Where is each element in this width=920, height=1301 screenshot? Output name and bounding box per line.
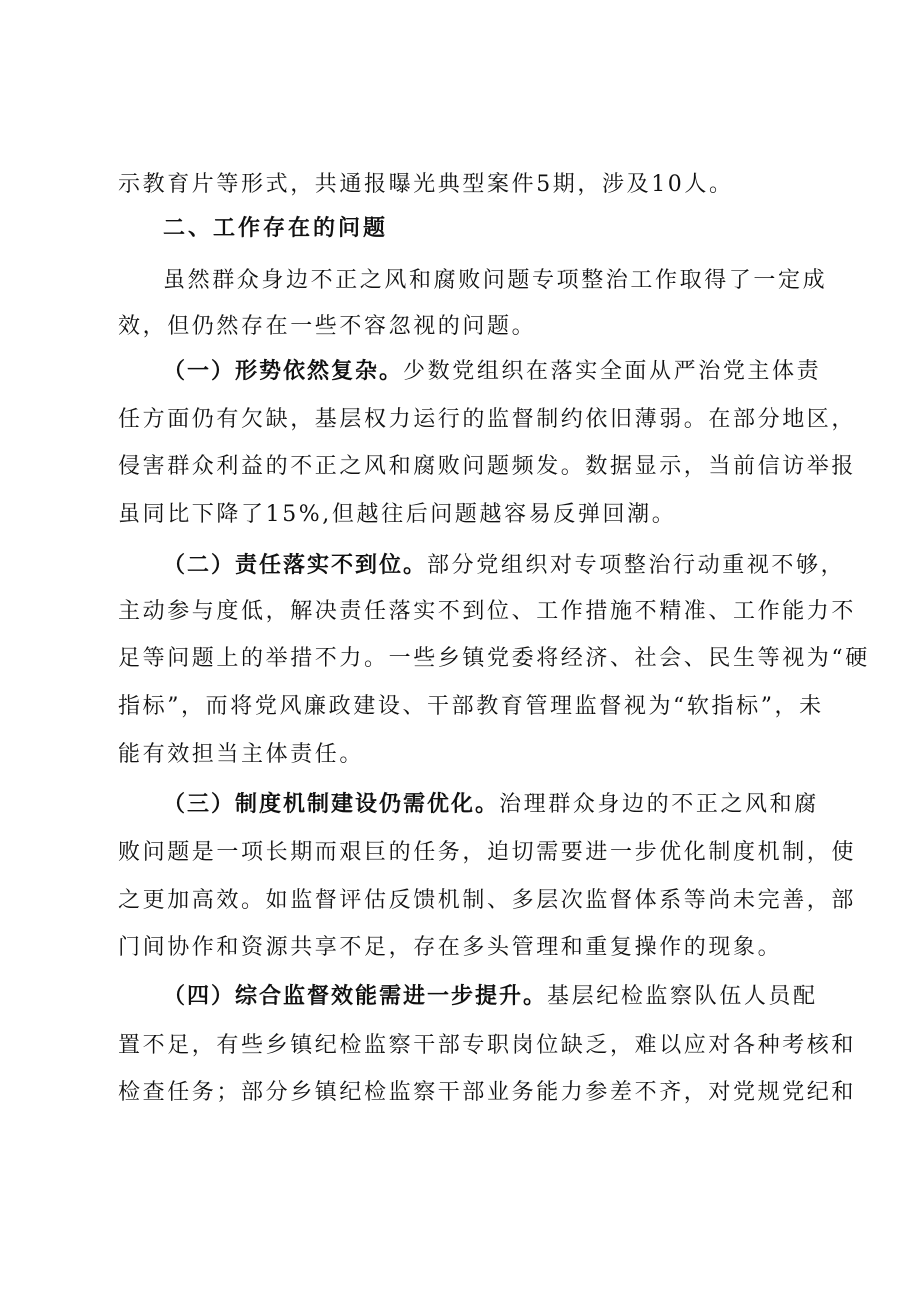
paragraph-line: 足等问题上的举措不力。一些乡镇党委将经济、社会、民生等视为“硬 bbox=[118, 646, 870, 671]
paragraph-line: 之更加高效。如监督评估反馈机制、多层次监督体系等尚未完善，部 bbox=[118, 888, 857, 913]
paragraph-line: 侵害群众利益的不正之风和腐败问题频发。数据显示，当前信访举报 bbox=[118, 454, 857, 479]
paragraph-line: 指标”，而将党风廉政建设、干部教育管理监督视为“软指标”，未 bbox=[118, 694, 824, 719]
item-title: （四）综合监督效能需进一步提升。 bbox=[163, 984, 548, 1009]
paragraph-line: 主动参与度低，解决责任落实不到位、工作措施不精准、工作能力不 bbox=[118, 599, 857, 624]
item-title: （一）形势依然复杂。 bbox=[163, 359, 404, 384]
paragraph-line: 虽同比下降了15%,但越往后问题越容易反弹回潮。 bbox=[118, 502, 677, 527]
item-text: 基层纪检监察队伍人员配 bbox=[547, 984, 818, 1009]
paragraph-line bbox=[163, 790, 819, 820]
paragraph-line: 效，但仍然存在一些不容忽视的问题。 bbox=[118, 314, 537, 339]
paragraph-line: 虽然群众身边不正之风和腐败问题专项整治工作取得了一定成 bbox=[163, 268, 828, 293]
item-title: （三）制度机制建设仍需优化。 bbox=[163, 792, 500, 817]
paragraph-line: 置不足，有些乡镇纪检监察干部专职岗位缺乏，难以应对各种考核和 bbox=[118, 1033, 857, 1058]
item-text: 部分党组织对专项整治行动重视不够， bbox=[427, 553, 846, 578]
section-heading: 二、工作存在的问题 bbox=[163, 216, 389, 241]
paragraph-line: 检查任务；部分乡镇纪检监察干部业务能力参差不齐，对党规党纪和 bbox=[118, 1080, 857, 1105]
paragraph-line: 示教育片等形式，共通报曝光典型案件5期，涉及10人。 bbox=[118, 172, 734, 197]
paragraph-line bbox=[163, 551, 845, 581]
paragraph-line: 败问题是一项长期而艰巨的任务，迫切需要进一步优化制度机制，使 bbox=[118, 840, 857, 865]
item-text: 治理群众身边的不正之风和腐 bbox=[499, 792, 819, 817]
paragraph-line: 能有效担当主体责任。 bbox=[118, 742, 365, 767]
paragraph-line: 任方面仍有欠缺，基层权力运行的监督制约依旧薄弱。在部分地区， bbox=[118, 407, 857, 432]
item-text: 少数党组织在落实全面从严治党主体责 bbox=[403, 359, 822, 384]
item-title: （二）责任落实不到位。 bbox=[163, 553, 428, 578]
paragraph-line bbox=[163, 357, 821, 387]
paragraph-line: 门间协作和资源共享不足，存在多头管理和重复操作的现象。 bbox=[118, 935, 783, 960]
paragraph-line bbox=[163, 982, 818, 1012]
